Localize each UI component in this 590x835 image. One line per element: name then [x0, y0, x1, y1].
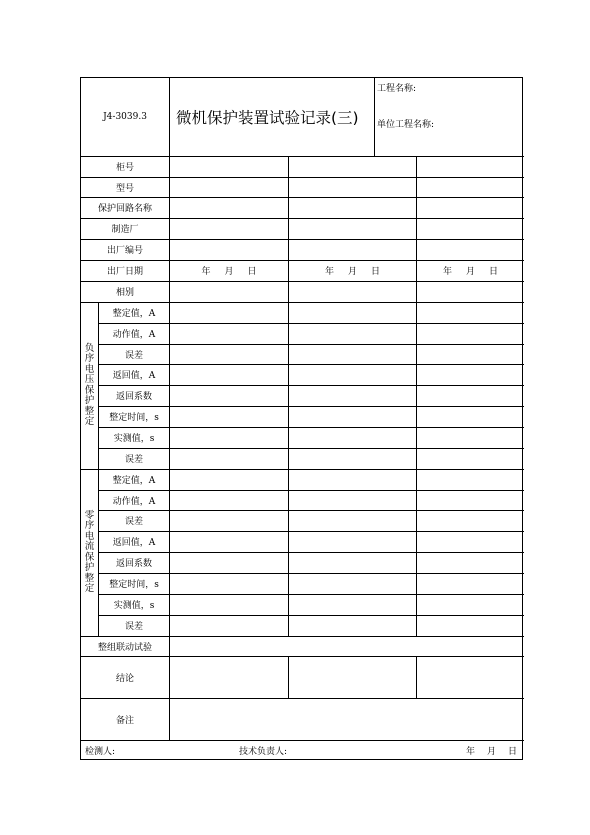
value-cell[interactable]: [170, 239, 288, 260]
neg-seq-item-label: 误差: [124, 455, 143, 465]
value-cell[interactable]: [170, 323, 288, 344]
group-label-char: 负: [84, 342, 95, 354]
zero-seq-item-label: 实测值，s: [113, 601, 155, 611]
tech-lead-label: 技术负责人:: [239, 746, 288, 757]
value-cell[interactable]: [289, 510, 416, 531]
neg-seq-item-label: 整定值，A: [112, 309, 156, 319]
value-cell[interactable]: [170, 406, 288, 427]
value-cell[interactable]: [170, 385, 288, 406]
value-cell[interactable]: [417, 218, 524, 239]
value-cell[interactable]: [417, 573, 524, 594]
value-cell[interactable]: [170, 469, 288, 490]
value-cell[interactable]: [170, 364, 288, 385]
value-cell[interactable]: [417, 552, 524, 573]
value-cell[interactable]: [170, 177, 288, 197]
value-cell[interactable]: [289, 406, 416, 427]
value-cell[interactable]: [289, 239, 416, 260]
group-label-char: 定: [84, 416, 95, 427]
date-day-label: 日: [489, 267, 499, 277]
group-label-char: 电: [84, 530, 95, 542]
value-cell[interactable]: [170, 302, 288, 323]
value-cell[interactable]: [289, 385, 416, 406]
value-cell[interactable]: [170, 552, 288, 573]
form-code: J4-3039.3: [103, 112, 147, 122]
group-label-char: 序: [84, 353, 95, 364]
value-cell[interactable]: [170, 448, 288, 469]
serial-no-label: 出厂编号: [106, 246, 143, 256]
value-cell[interactable]: [417, 510, 524, 531]
footer-year-label: 年: [466, 746, 476, 757]
neg-seq-group-label: [81, 302, 98, 469]
remarks-label: 备注: [115, 715, 134, 726]
value-cell[interactable]: [289, 552, 416, 573]
value-cell[interactable]: [417, 364, 524, 385]
group-label-char: 定: [84, 583, 95, 594]
zero-seq-item-label: 整定值，A: [112, 476, 156, 486]
zero-seq-item-label: 整定时间，s: [109, 580, 159, 590]
value-cell[interactable]: [417, 615, 524, 636]
group-label-char: 整: [84, 405, 95, 417]
group-label-char: 序: [84, 520, 95, 531]
unit-project-label: 单位工程名称:: [377, 119, 435, 130]
value-cell[interactable]: [417, 197, 524, 218]
remarks-value[interactable]: [170, 698, 524, 740]
group-label-char: 护: [84, 562, 95, 573]
neg-seq-item-label: 返回系数: [115, 392, 152, 402]
joint-test-value[interactable]: [170, 636, 524, 656]
zero-seq-item-label: 返回系数: [115, 559, 152, 569]
value-cell[interactable]: [417, 156, 524, 177]
value-cell[interactable]: [289, 448, 416, 469]
value-cell[interactable]: [289, 469, 416, 490]
zero-seq-item-label: 动作值，A: [112, 496, 156, 507]
value-cell[interactable]: [289, 344, 416, 364]
zero-seq-item-label: 返回值，A: [112, 538, 156, 548]
date-month-label: 月: [465, 267, 475, 277]
conclusion-cell[interactable]: [170, 656, 288, 698]
value-cell[interactable]: [417, 594, 524, 615]
neg-seq-item-label: 误差: [124, 350, 143, 361]
test-record-form: [80, 77, 523, 760]
value-cell[interactable]: [289, 302, 416, 323]
value-cell[interactable]: [417, 531, 524, 552]
date-year-label: 年: [442, 267, 452, 277]
value-cell[interactable]: [417, 239, 524, 260]
value-cell[interactable]: [170, 427, 288, 448]
value-cell[interactable]: [170, 197, 288, 218]
value-cell[interactable]: [289, 427, 416, 448]
date-day-label: 日: [371, 267, 381, 277]
group-label-char: 整: [84, 572, 95, 584]
footer-month-label: 月: [487, 746, 497, 757]
date-day-label: 日: [247, 267, 257, 277]
value-cell[interactable]: [289, 573, 416, 594]
factory-date-cell-3[interactable]: [417, 260, 524, 281]
value-cell[interactable]: [170, 218, 288, 239]
value-cell[interactable]: [417, 323, 524, 344]
value-cell[interactable]: [289, 531, 416, 552]
zero-seq-item-label: 误差: [124, 622, 143, 632]
inspector-label: 检测人:: [85, 746, 116, 757]
neg-seq-item-label: 整定时间，s: [109, 413, 159, 423]
value-cell[interactable]: [417, 281, 524, 302]
cabinet-no-label: 柜号: [115, 163, 134, 173]
value-cell[interactable]: [170, 594, 288, 615]
conclusion-label: 结论: [115, 673, 134, 684]
neg-seq-item-label: 返回值，A: [112, 371, 156, 381]
value-cell[interactable]: [170, 573, 288, 594]
value-cell[interactable]: [170, 156, 288, 177]
footer-date: [466, 740, 521, 760]
conclusion-cell[interactable]: [289, 656, 416, 698]
group-label-char: 保: [84, 551, 95, 563]
factory-date-cell-2[interactable]: [289, 260, 416, 281]
circuit-name-label: 保护回路名称: [97, 204, 152, 214]
phase-label: 相别: [115, 288, 134, 298]
group-label-char: 保: [84, 384, 95, 396]
value-cell[interactable]: [289, 177, 416, 197]
footer-day-label: 日: [508, 746, 518, 757]
value-cell[interactable]: [289, 218, 416, 239]
date-year-label: 年: [201, 267, 211, 277]
model-label: 型号: [115, 183, 134, 194]
value-cell[interactable]: [289, 323, 416, 344]
value-cell[interactable]: [417, 427, 524, 448]
joint-test-label: 整组联动试验: [97, 642, 152, 653]
date-month-label: 月: [224, 267, 234, 277]
value-cell[interactable]: [170, 344, 288, 364]
value-cell[interactable]: [289, 615, 416, 636]
zero-seq-item-label: 误差: [124, 517, 143, 527]
date-month-label: 月: [347, 267, 357, 277]
conclusion-cell[interactable]: [417, 656, 524, 698]
value-cell[interactable]: [289, 594, 416, 615]
value-cell[interactable]: [417, 469, 524, 490]
value-cell[interactable]: [417, 490, 524, 510]
value-cell[interactable]: [289, 490, 416, 510]
value-cell[interactable]: [417, 302, 524, 323]
value-cell[interactable]: [417, 344, 524, 364]
manufacturer-label: 制造厂: [111, 225, 139, 235]
neg-seq-item-label: 动作值，A: [112, 330, 156, 340]
neg-seq-item-label: 实测值，s: [113, 434, 155, 444]
value-cell[interactable]: [417, 406, 524, 427]
group-label-char: 电: [84, 363, 95, 375]
zero-seq-group-label: [81, 469, 98, 636]
value-cell[interactable]: [417, 177, 524, 197]
value-cell[interactable]: [289, 156, 416, 177]
group-label-char: 流: [84, 541, 95, 552]
value-cell[interactable]: [289, 281, 416, 302]
value-cell[interactable]: [170, 490, 288, 510]
value-cell[interactable]: [170, 531, 288, 552]
value-cell[interactable]: [170, 615, 288, 636]
value-cell[interactable]: [170, 281, 288, 302]
project-name-label: 工程名称:: [377, 83, 417, 94]
value-cell[interactable]: [289, 364, 416, 385]
value-cell[interactable]: [417, 448, 524, 469]
group-label-char: 压: [84, 374, 95, 385]
value-cell[interactable]: [289, 197, 416, 218]
value-cell[interactable]: [417, 385, 524, 406]
group-label-char: 零: [84, 509, 95, 521]
form-title: 微机保护装置试验记录(三): [176, 109, 359, 127]
factory-date-cell-1[interactable]: [170, 260, 288, 281]
value-cell[interactable]: [170, 510, 288, 531]
group-label-char: 护: [84, 395, 95, 406]
factory-date-label: 出厂日期: [106, 267, 143, 277]
date-year-label: 年: [324, 267, 334, 277]
